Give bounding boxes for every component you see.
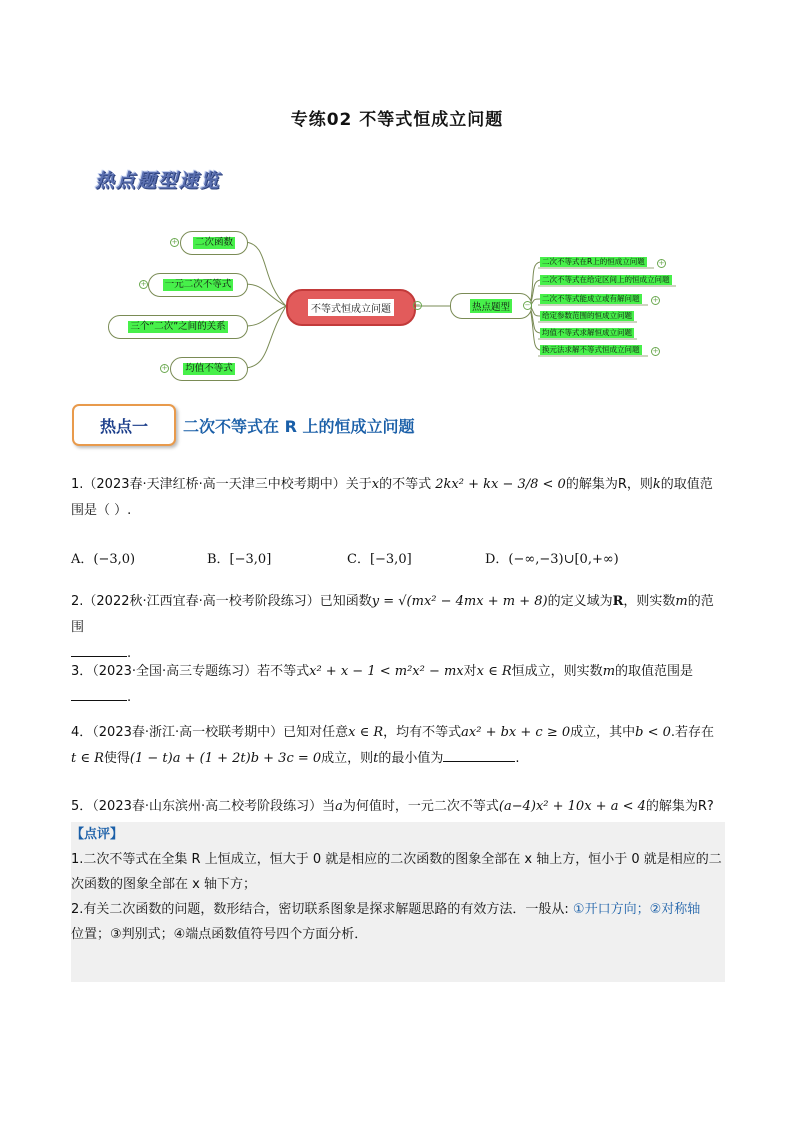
answer-blank[interactable] — [71, 642, 127, 657]
answer-blank[interactable] — [443, 747, 515, 762]
question-3: 3．（2023·全国·高三专题练习）若不等式x² + x − 1 < m²x² − mx对x ∈ R恒成立，则实数m的取值范围是 . — [71, 664, 694, 705]
expand-plus-icon[interactable]: + — [140, 280, 147, 288]
question-4: 4．（2023春·浙江·高一校联考期中）已知对任意x ∈ R，均有不等式ax² + bx + c ≥ 0成立，其中b < 0.若存在 t ∈ R使得(1 − t)a + (1 + 2t)b + 3c = 0成立，则t的最小值为 . — [71, 725, 715, 766]
connector-left-2 — [244, 284, 286, 306]
mindmap-right-node-2[interactable]: 二次不等式在给定区间上的恒成立问题 — [542, 275, 670, 284]
mindmap-right-node-4[interactable]: 给定参数范围的恒成立问题 — [542, 311, 632, 320]
expand-plus-icon[interactable]: + — [652, 296, 659, 304]
expand-plus-icon[interactable]: + — [171, 238, 178, 246]
choice-b[interactable]: B．[−3,0] — [207, 552, 272, 567]
connector-right-6 — [530, 306, 540, 350]
mindmap-right-node-6[interactable]: 换元法求解不等式恒成立问题 — [542, 345, 640, 354]
mindmap-node-quadratic-function[interactable]: 二次函数 — [180, 231, 248, 255]
collapse-minus-icon[interactable]: − — [414, 301, 421, 309]
answer-blank[interactable] — [71, 686, 127, 701]
expand-plus-icon[interactable]: + — [652, 347, 659, 355]
hotspot-heading: 二次不等式在 R 上的恒成立问题 — [183, 417, 415, 436]
question-2: 2.（2022秋·江西宜春·高一校考阶段练习）已知函数y = √(mx² − 4mx + m + 8)的定义域为R，则实数m的范围 . — [71, 594, 714, 661]
connector-left-3 — [244, 306, 286, 326]
q3-expression: x² + x − 1 < m²x² − mx — [309, 664, 464, 679]
mindmap-node-three-quadratics[interactable]: 三个“二次”之间的关系 — [108, 315, 248, 339]
comment-header: 【点评】 — [71, 827, 124, 842]
expand-plus-icon[interactable]: + — [161, 364, 168, 372]
connector-left-4 — [245, 306, 286, 368]
mindmap-node-mean-inequality[interactable]: 均值不等式 — [170, 357, 248, 381]
mindmap-hot-topics-node[interactable]: 热点题型 — [450, 293, 532, 319]
page-title: 专练02 不等式恒成立问题 — [290, 110, 504, 130]
expand-plus-icon[interactable]: + — [658, 259, 665, 267]
comment-box — [71, 822, 725, 982]
q4-expression-2: (1 − t)a + (1 + 2t)b + 3c = 0 — [129, 751, 322, 766]
choice-a[interactable]: A．(−3,0) — [71, 552, 136, 567]
mindmap-right-node-5[interactable]: 均值不等式求解恒成立问题 — [542, 328, 632, 337]
comment-point-2: 2.有关二次函数的问题，数形结合，密切联系图象是探求解题思路的有效方法．一般从: ①开口方向；②对称轴 位置；③判别式；④端点函数值符号四个方面分析． — [71, 902, 701, 942]
choice-c[interactable]: C．[−3,0] — [347, 552, 412, 567]
connector-left-1 — [245, 242, 286, 306]
q2-expression: y = √(mx² − 4mx + m + 8) — [371, 594, 548, 609]
mindmap-node-quadratic-inequality[interactable]: 一元二次不等式 — [148, 273, 248, 297]
collapse-minus-icon[interactable]: − — [524, 301, 531, 309]
q1-expression: 2kx² + kx − 3/8 < 0 — [435, 477, 566, 492]
mindmap-right-node-1[interactable]: 二次不等式在R上的恒成立问题 — [542, 257, 645, 266]
question-1: 1.（2023春·天津红桥·高一天津三中校考期中）关于x的不等式 2kx² + kx − 3/8 < 0的解集为R，则k的取值范 围是（ ）. — [71, 477, 713, 518]
comment-point-1: 1.二次不等式在全集 R 上恒成立，恒大于 0 就是相应的二次函数的图象全部在 x 轴上方，恒小于 0 就是相应的二次函数的图象全部在 x 轴下方； — [71, 852, 722, 892]
q4-expression: ax² + bx + c ≥ 0 — [461, 725, 571, 740]
mindmap-right-node-3[interactable]: 二次不等式能成立或有解问题 — [542, 294, 640, 303]
hotspot-label: 热点一 — [72, 404, 176, 446]
q5-expression: (a−4)x² + 10x + a < 4 — [498, 799, 646, 814]
question-5: 5．（2023春·山东滨州·高二校考阶段练习）当a为何值时，一元二次不等式(a−4)x² + 10x + a < 4的解集为R? — [71, 799, 714, 814]
choice-d[interactable]: D．(−∞,−3)∪[0,+∞) — [485, 552, 619, 567]
mindmap-center-node[interactable]: 不等式恒成立问题 — [286, 289, 416, 326]
section-banner: 热点题型速览 — [95, 170, 222, 192]
